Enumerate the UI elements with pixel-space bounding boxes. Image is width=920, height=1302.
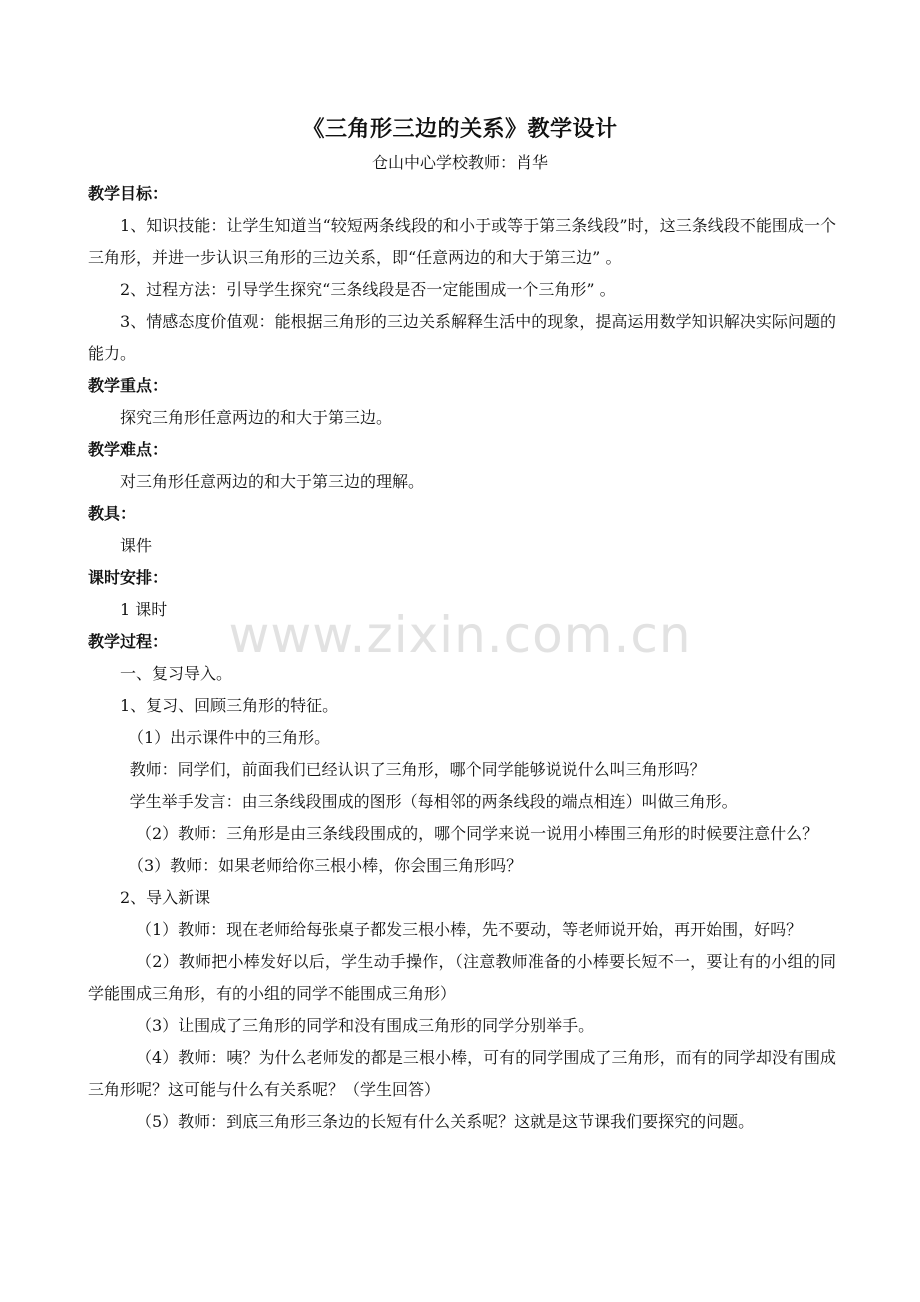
schedule-text: 1 课时 [120,600,168,619]
process-line: （5）教师：到底三角形三条边的长短有什么关系呢？这就是这节课我们要探究的问题。 [136,1112,755,1131]
document-title: 《三角形三边的关系》教学设计 [302,116,618,142]
tools-text: 课件 [120,536,153,555]
process-line: （2）教师：三角形是由三条线段围成的，哪个同学来说一说用小棒围三角形的时候要注意什么？ [136,824,819,843]
process-line: （3）教师：如果老师给你三根小棒，你会围三角形吗？ [128,856,523,875]
process-line: （1）教师：现在老师给每张桌子都发三根小棒，先不要动，等老师说开始，再开始围，好吗？ [136,920,803,939]
difficulty-text: 对三角形任意两边的和大于第三边的理解。 [120,472,425,491]
process-line: 2、导入新课 [120,888,211,907]
goal-item: 1、知识技能：让学生知道当“较短两条线段的和小于或等于第三条线段”时，这三条线段不能围成一个三角形，并进一步认识三角形的三边关系，即“任意两边的和大于第三边” 。 [88,216,836,267]
key-point-heading: 教学重点： [88,376,169,395]
goal-item: 3、情感态度价值观：能根据三角形的三边关系解释生活中的现象，提高运用数学知识解决实际问题的能力。 [88,312,836,363]
key-point-text: 探究三角形任意两边的和大于第三边。 [120,408,393,427]
process-line: 一、复习导入。 [120,664,233,683]
goal-item: 2、过程方法：引导学生探究“三条线段是否一定能围成一个三角形” 。 [120,280,616,299]
process-line: （2）教师把小棒发好以后，学生动手操作，（注意教师准备的小棒要长短不一，要让有的小组的同学能围成三角形，有的小组的同学不能围成三角形） [88,952,836,1003]
process-line: （4）教师：咦？为什么老师发的都是三根小棒，可有的同学围成了三角形，而有的同学却没有围成三角形呢？这可能与什么有关系呢？（学生回答） [88,1048,836,1099]
schedule-heading: 课时安排： [88,568,169,587]
document-author: 仓山中心学校教师：肖华 [371,153,548,172]
process-line: （3）让围成了三角形的同学和没有围成三角形的同学分别举手。 [136,1016,595,1035]
difficulty-heading: 教学难点： [88,440,169,459]
process-line: 1、复习、回顾三角形的特征。 [120,696,339,715]
document-body [88,178,836,1138]
goals-heading: 教学目标： [88,184,169,203]
watermark: www.zixin.com.cn [228,606,692,664]
process-line: 学生举手发言：由三条线段围成的图形（每相邻的两条线段的端点相连）叫做三角形。 [129,792,738,811]
process-line: 教师：同学们，前面我们已经认识了三角形，哪个同学能够说说什么叫三角形吗？ [129,760,706,779]
process-line: （1）出示课件中的三角形。 [128,728,331,747]
process-heading: 教学过程： [88,632,169,651]
tools-heading: 教具： [88,504,137,523]
